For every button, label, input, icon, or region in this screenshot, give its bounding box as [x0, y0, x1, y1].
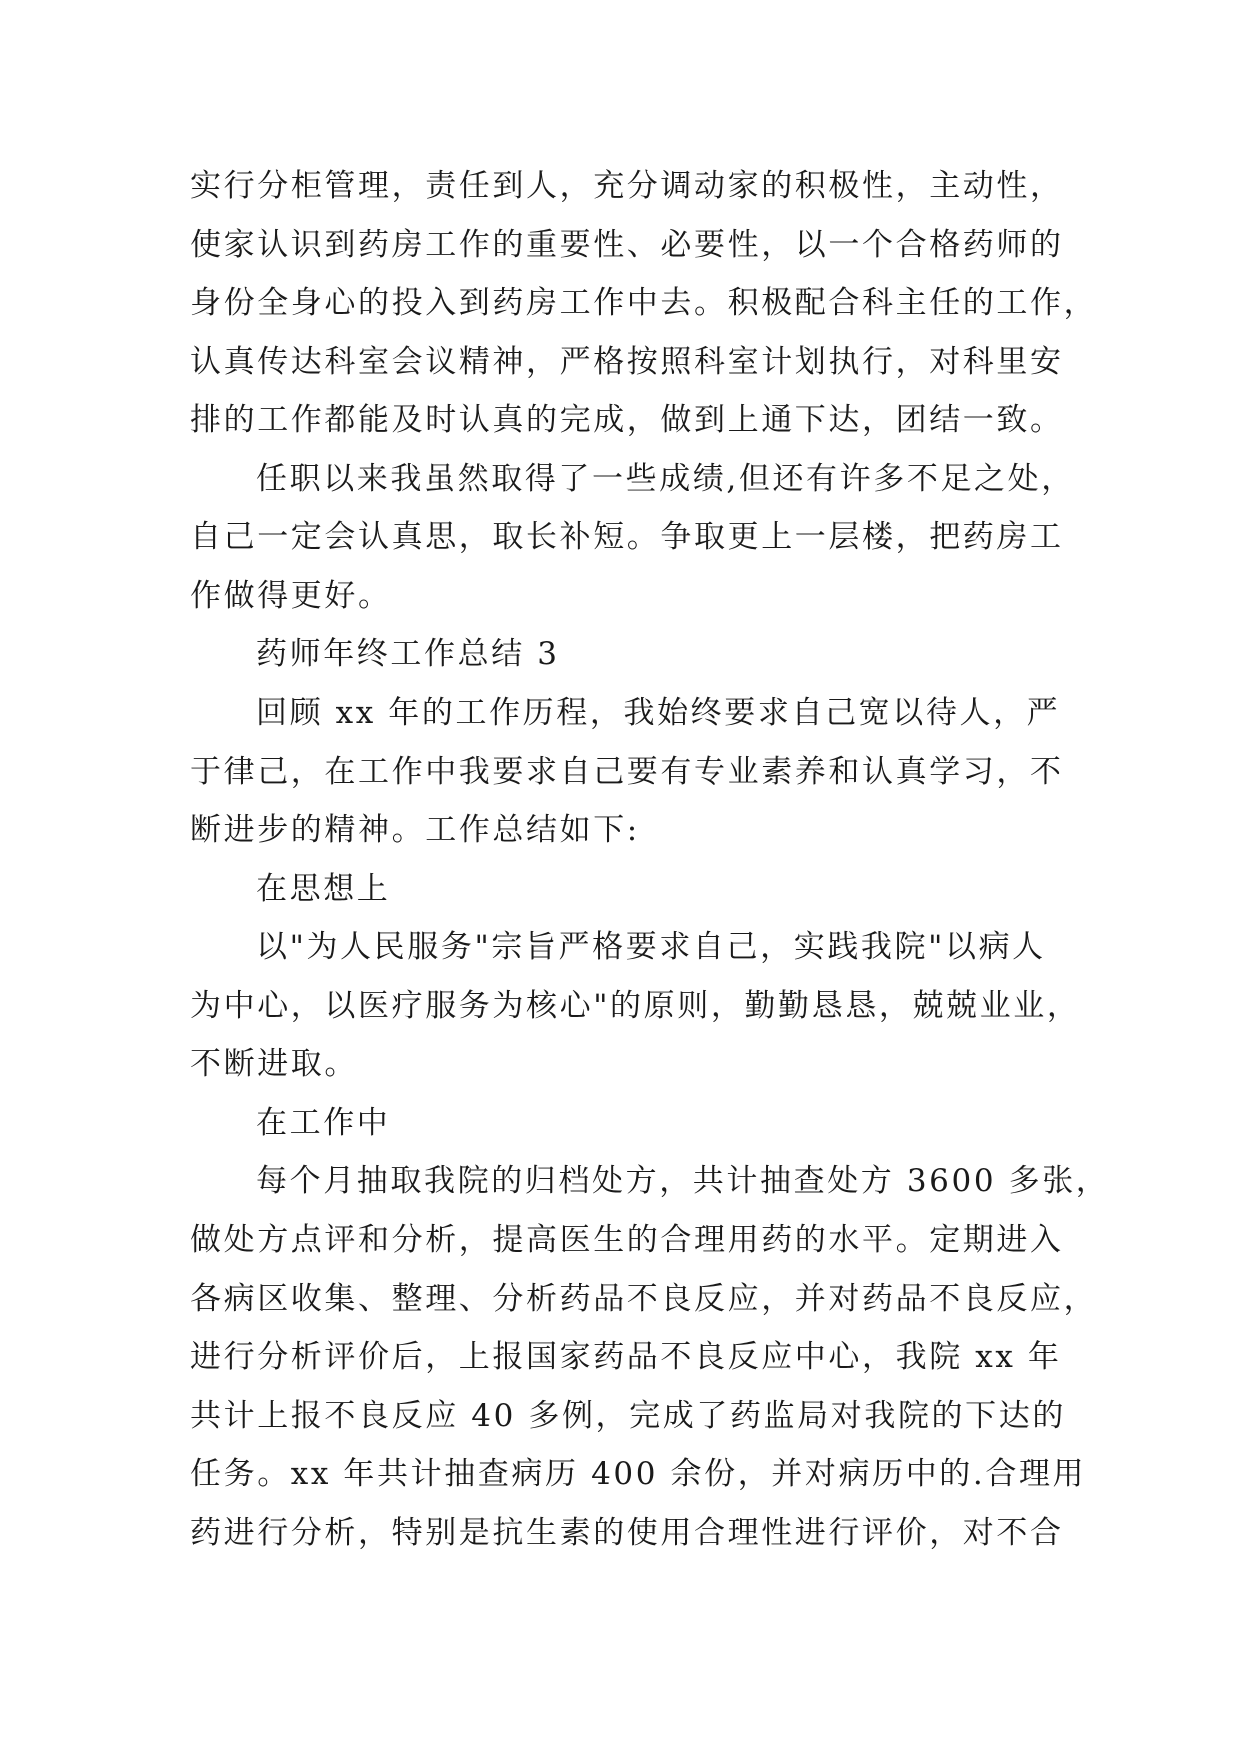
text-line: 自己一定会认真思，取长补短。争取更上一层楼，把药房工: [190, 519, 1064, 555]
text-line: 药进行分析，特别是抗生素的使用合理性进行评价，对不合: [190, 1515, 1064, 1551]
paragraph-first-line: 回顾 xx 年的工作历程，我始终要求自己宽以待人，严: [256, 695, 1061, 731]
text-line: 为中心，以医疗服务为核心"的原则，勤勤恳恳，兢兢业业，: [190, 988, 1081, 1024]
text-line: 身份全身心的投入到药房工作中去。积极配合科主任的工作，: [190, 285, 1098, 321]
section-heading: 药师年终工作总结 3: [256, 636, 560, 672]
text-line: 实行分柜管理，责任到人，充分调动家的积极性，主动性，: [190, 168, 1064, 204]
text-line: 任务。xx 年共计抽查病历 400 余份，并对病历中的.合理用: [190, 1456, 1087, 1492]
text-line: 做处方点评和分析，提高医生的合理用药的水平。定期进入: [190, 1222, 1064, 1258]
text-line: 进行分析评价后，上报国家药品不良反应中心，我院 xx 年: [190, 1339, 1062, 1375]
paragraph-first-line: 任职以来我虽然取得了一些成绩,但还有许多不足之处，: [256, 461, 1075, 497]
text-line: 不断进取。: [190, 1046, 358, 1082]
text-line: 认真传达科室会议精神，严格按照科室计划执行，对科里安: [190, 344, 1064, 380]
text-line: 排的工作都能及时认真的完成，做到上通下达，团结一致。: [190, 402, 1064, 438]
text-line: 作做得更好。: [190, 578, 392, 614]
subsection-heading: 在思想上: [256, 871, 391, 907]
paragraph-first-line: 每个月抽取我院的归档处方，共计抽查处方 3600 多张，: [256, 1163, 1110, 1199]
text-line: 于律己，在工作中我要求自己要有专业素养和认真学习，不: [190, 754, 1064, 790]
text-line: 各病区收集、整理、分析药品不良反应，并对药品不良反应，: [190, 1281, 1098, 1317]
text-line: 共计上报不良反应 40 多例，完成了药监局对我院的下达的: [190, 1398, 1066, 1434]
paragraph-first-line: 以"为人民服务"宗旨严格要求自己，实践我院"以病人: [256, 929, 1046, 965]
text-line: 断进步的精神。工作总结如下:: [190, 812, 640, 848]
subsection-heading: 在工作中: [256, 1105, 391, 1141]
text-line: 使家认识到药房工作的重要性、必要性，以一个合格药师的: [190, 227, 1064, 263]
